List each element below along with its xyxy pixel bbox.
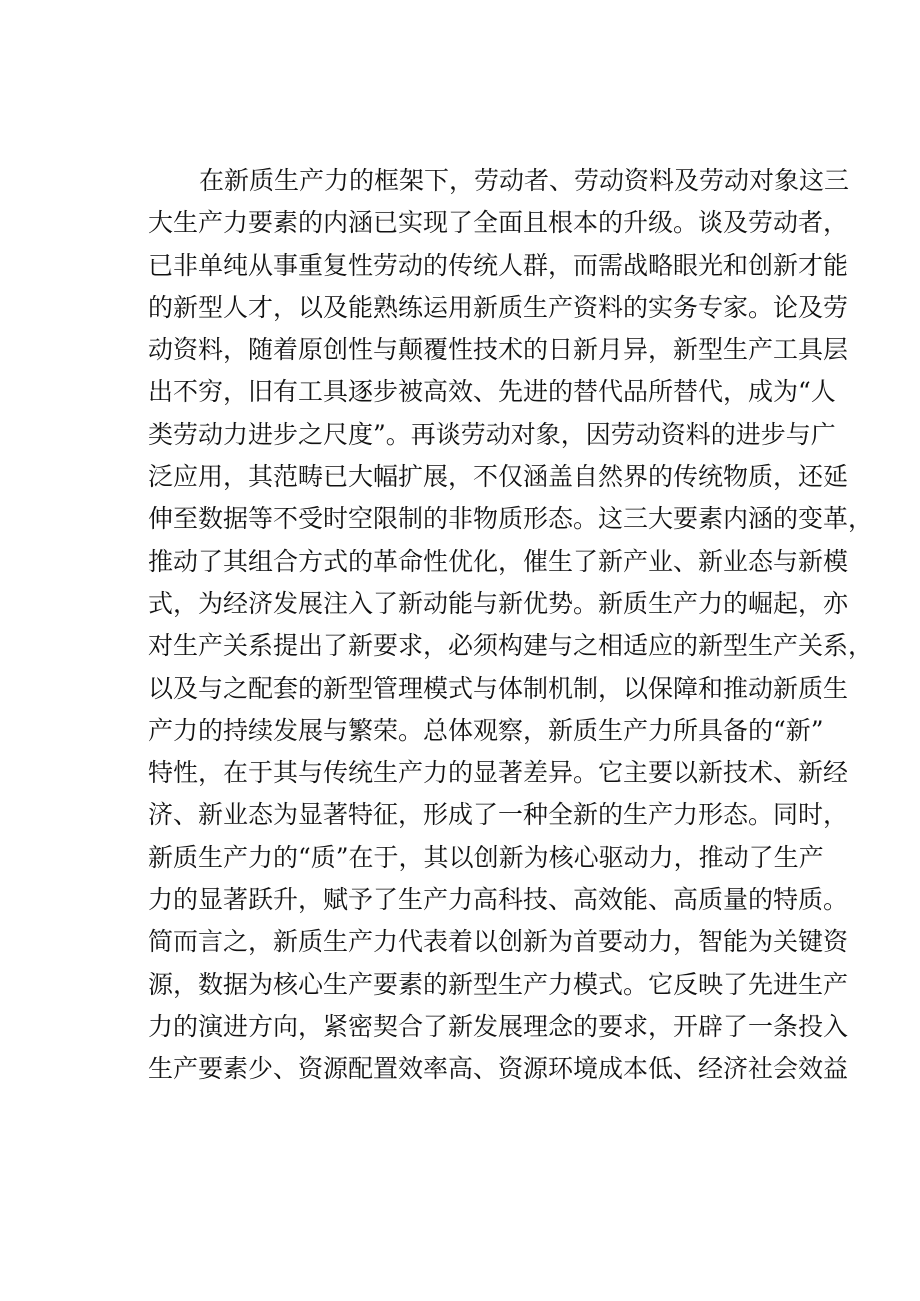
paragraph-line: 济、新业态为显著特征，形成了一种全新的生产力形态。同时，	[148, 800, 849, 830]
paragraph-line: 的新型人才，以及能熟练运用新质生产资料的实务专家。论及劳	[148, 292, 849, 322]
paragraph-line: 大生产力要素的内涵已实现了全面且根本的升级。谈及劳动者，	[148, 208, 849, 238]
paragraph-line: 力的演进方向，紧密契合了新发展理念的要求，开辟了一条投入	[148, 1011, 849, 1041]
paragraph-line: 动资料，随着原创性与颠覆性技术的日新月异，新型生产工具层	[148, 335, 849, 365]
paragraph-line: 泛应用，其范畴已大幅扩展，不仅涵盖自然界的传统物质，还延	[148, 462, 849, 492]
paragraph-line: 推动了其组合方式的革命性优化，催生了新产业、新业态与新模	[148, 546, 849, 576]
paragraph-line: 以及与之配套的新型管理模式与体制机制，以保障和推动新质生	[148, 673, 849, 703]
paragraph-line: 类劳动力进步之尺度”。再谈劳动对象，因劳动资料的进步与广	[148, 419, 836, 449]
body-paragraph	[148, 160, 874, 1091]
paragraph-line: 源，数据为核心生产要素的新型生产力模式。它反映了先进生产	[148, 969, 849, 999]
paragraph-line: 生产要素少、资源配置效率高、资源环境成本低、经济社会效益	[148, 1054, 849, 1084]
paragraph-line: 新质生产力的“质”在于，其以创新为核心驱动力，推动了生产	[148, 842, 824, 872]
paragraph-line: 式，为经济发展注入了新动能与新优势。新质生产力的崛起，亦	[148, 588, 849, 618]
paragraph-line: 出不穷，旧有工具逐步被高效、先进的替代品所替代，成为“人	[148, 377, 836, 407]
paragraph-line: 伸至数据等不受时空限制的非物质形态。这三大要素内涵的变革，	[148, 504, 874, 534]
paragraph-line: 力的显著跃升，赋予了生产力高科技、高效能、高质量的特质。	[148, 885, 849, 915]
paragraph-line: 特性，在于其与传统生产力的显著差异。它主要以新技术、新经	[148, 758, 849, 788]
paragraph-line: 对生产关系提出了新要求，必须构建与之相适应的新型生产关系，	[148, 631, 874, 661]
paragraph-line: 在新质生产力的框架下，劳动者、劳动资料及劳动对象这三	[199, 166, 850, 195]
paragraph-line: 产力的持续发展与繁荣。总体观察，新质生产力所具备的“新”	[148, 715, 824, 745]
paragraph-line: 已非单纯从事重复性劳动的传统人群，而需战略眼光和创新才能	[148, 250, 849, 280]
paragraph-line: 简而言之，新质生产力代表着以创新为首要动力，智能为关键资	[148, 927, 849, 957]
